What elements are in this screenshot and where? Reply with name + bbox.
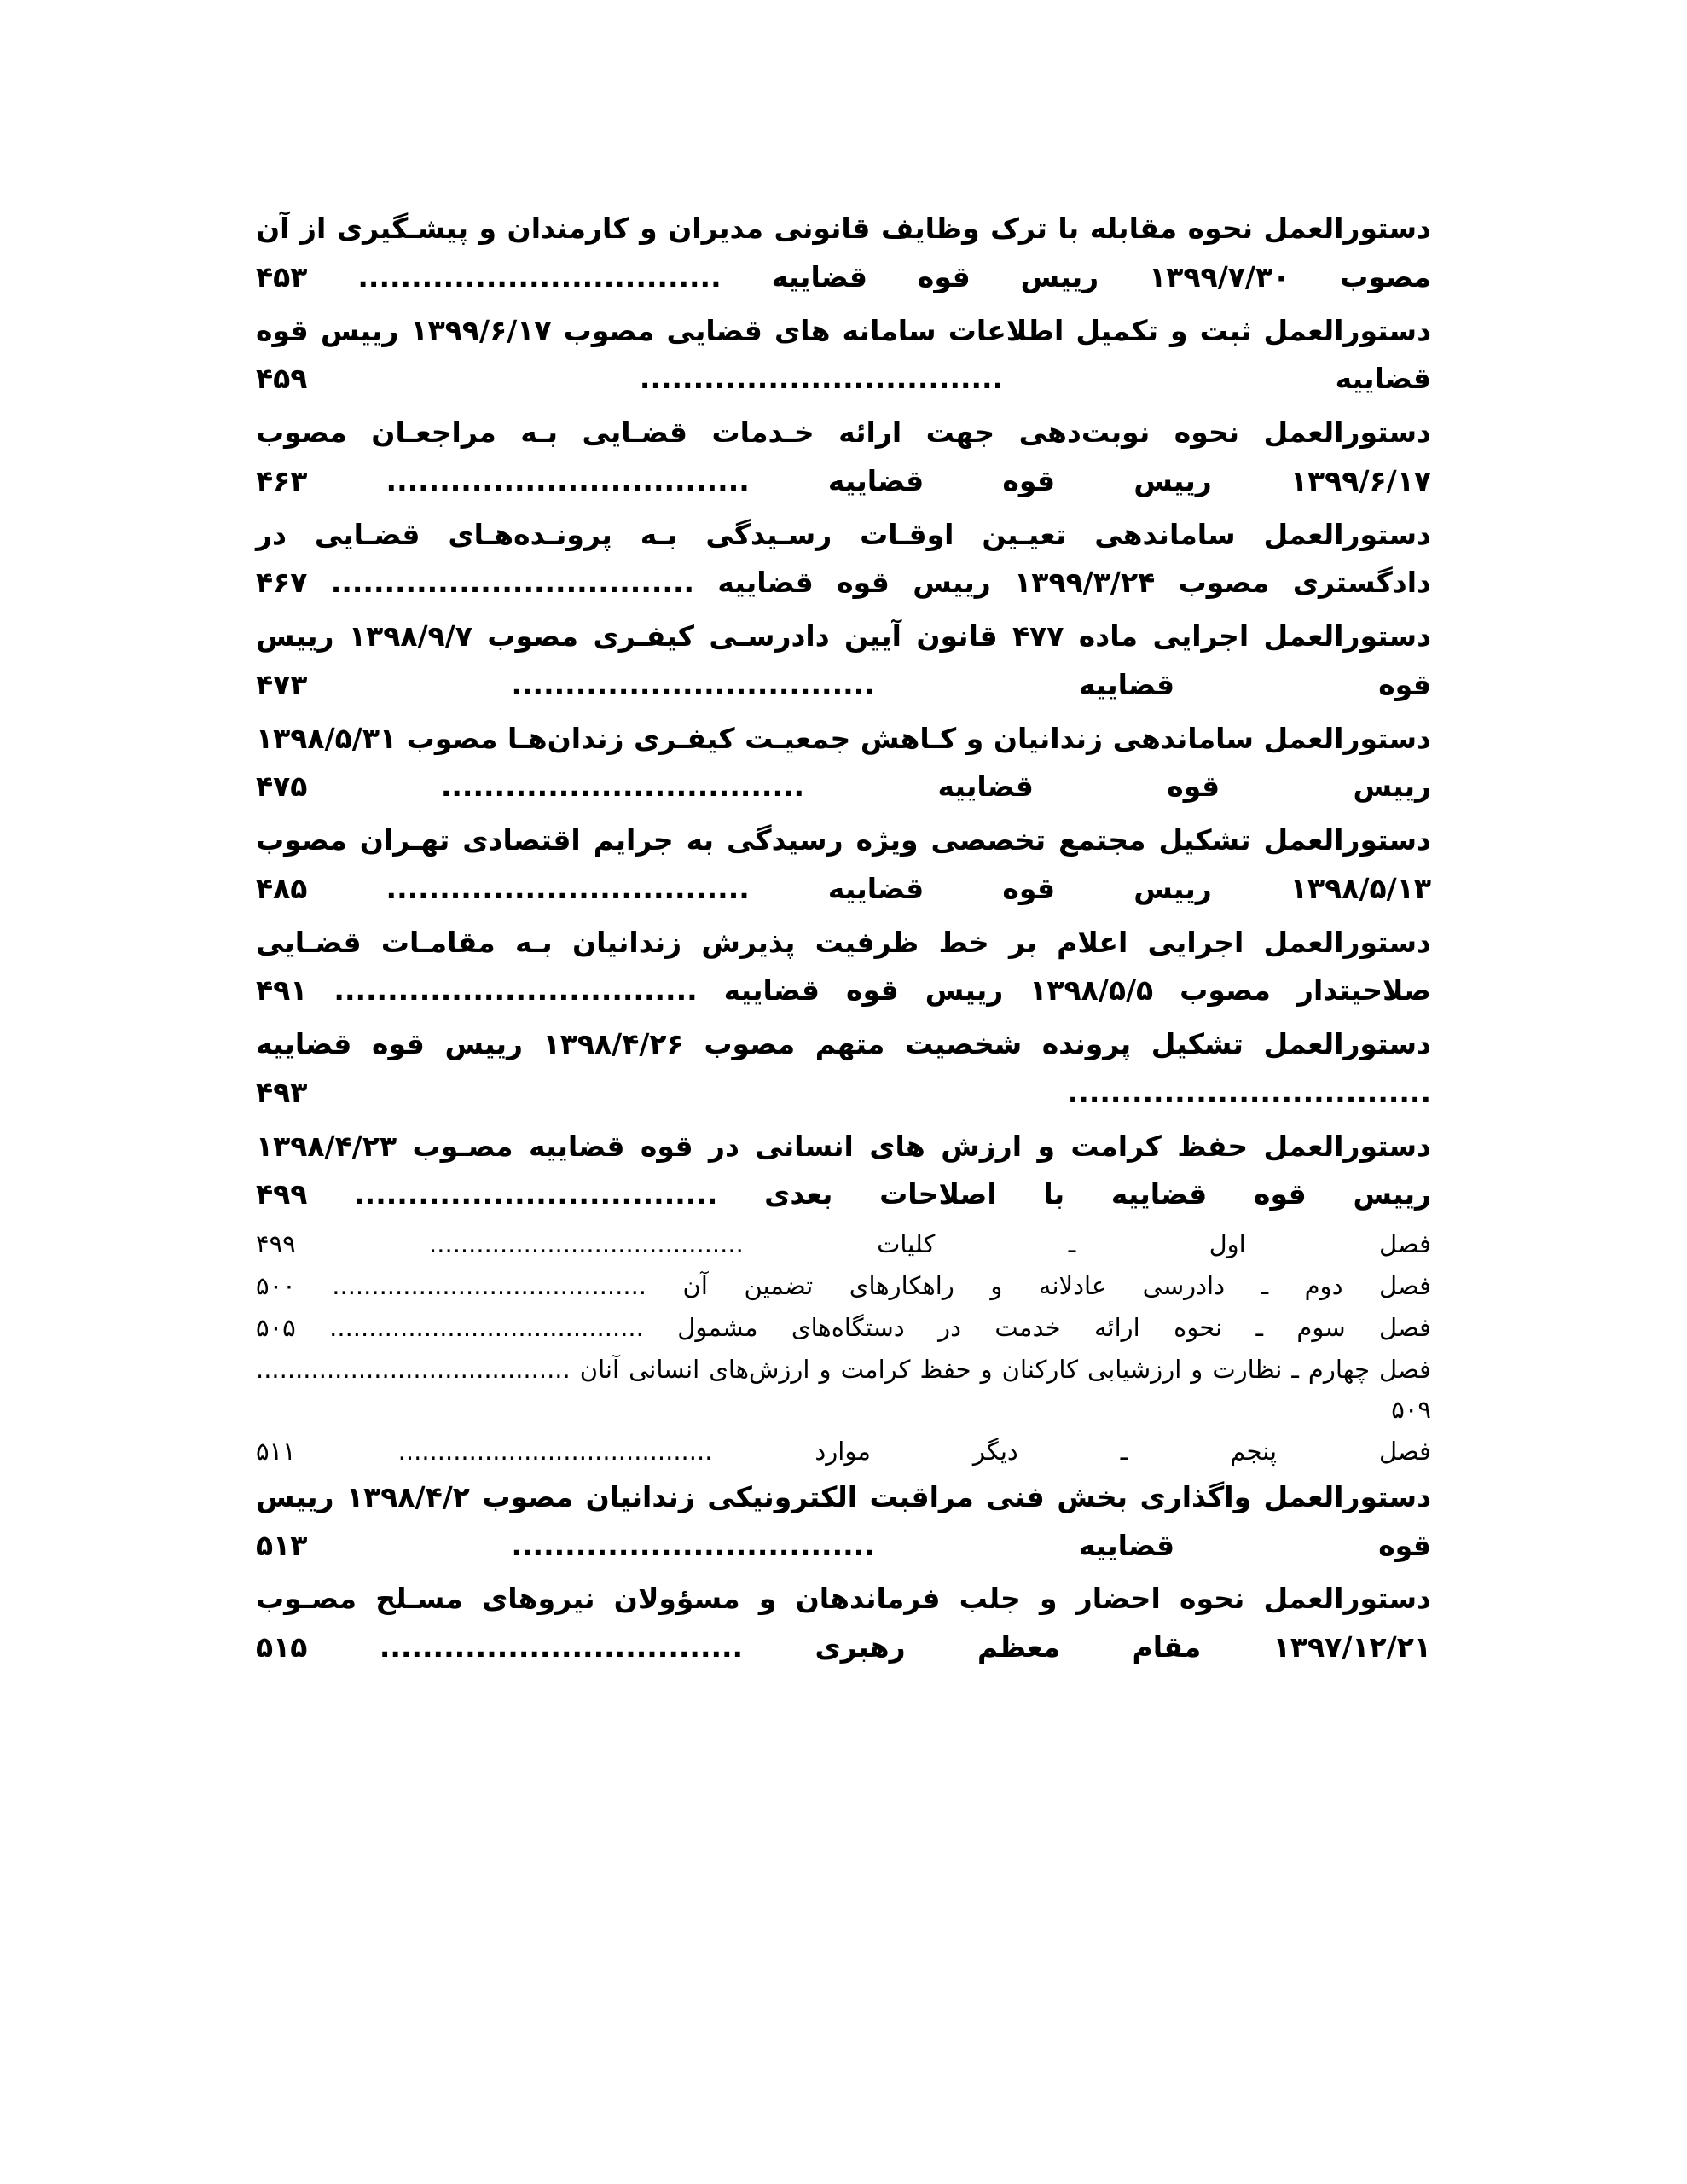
toc-page-number: ۴۹۹ <box>256 1177 308 1211</box>
toc-entry-title: دستورالعمل تشکیل پرونده شخصیت متهم مصوب ۱۳۹۸/۴/۲۶ ریيس قوه قضاييه <box>256 1027 1431 1060</box>
toc-entry-title: فصل پنجم ـ دیگر موارد <box>815 1436 1431 1466</box>
toc-leader-dots: .................................. <box>307 770 938 804</box>
toc-entry-title: دستورالعمل واگذاری بخش فنی مراقبت الکترونیکی زندانیان مصوب ۱۳۹۸/۴/۲ ریيس قوه قضاييه <box>256 1479 1432 1562</box>
toc-page-number: ۵۱۳ <box>256 1528 308 1562</box>
toc-leader-dots: ........................................ <box>295 1312 678 1342</box>
toc-leader-dots: .................................. <box>307 1528 1079 1562</box>
toc-entry-title: دستورالعمل حفظ کرامت و ارزش های انسانی در قوه قضاييه مصـوب ۱۳۹۸/۴/۲۳ ریيس قوه قضاييه با اصلاحات بعدی <box>256 1129 1431 1211</box>
toc-entry-title: فصل دوم ـ دادرسی عادلانه و راهکارهای تضمین آن <box>682 1270 1431 1300</box>
toc-sub-entry[interactable] <box>256 1350 1431 1430</box>
toc-entry-title: دستورالعمل تشکیل مجتمع تخصصی ویژه رسیدگی به جرایم اقتصادی تهـران مصوب ۱۳۹۸/۵/۱۳ ریيس قوه قضاييه <box>256 823 1431 905</box>
toc-entry[interactable] <box>256 1575 1431 1672</box>
toc-page-number: ۴۷۵ <box>256 770 308 804</box>
toc-leader-dots: ........................................ <box>256 1354 580 1384</box>
toc-entry[interactable] <box>256 919 1431 1016</box>
toc-page-number: ۵۱۱ <box>256 1436 296 1466</box>
toc-entry[interactable] <box>256 409 1431 506</box>
toc-sub-entry[interactable] <box>256 1266 1431 1306</box>
toc-leader-dots: .................................. <box>307 362 1336 396</box>
toc-sub-entry[interactable] <box>256 1224 1431 1264</box>
toc-leader-dots: .................................. <box>307 973 724 1008</box>
toc-entry[interactable] <box>256 816 1431 914</box>
toc-leader-dots: .................................. <box>307 1177 765 1211</box>
toc-page-number: ۴۶۳ <box>256 463 308 497</box>
toc-leader-dots: .................................. <box>307 259 772 293</box>
toc-leader-dots: .................................. <box>307 566 718 600</box>
toc-entry-title: دستورالعمل اجرایی ماده ۴۷۷ قانون آیین دادرسـی کیفـری مصوب ۱۳۹۸/۹/۷ ریيس قوه قضاييه <box>256 619 1432 701</box>
toc-entry-title: دستورالعمل ساماندهی زندانیان و کـاهش جمعیـت کیفـری زندان‌هـا مصوب ۱۳۹۸/۵/۳۱ ریيس قوه قضاييه <box>256 721 1431 804</box>
toc-leader-dots: .................................. <box>307 463 828 497</box>
toc-entry[interactable] <box>256 205 1431 302</box>
toc-entry-title: فصل اول ـ کلیات <box>877 1229 1431 1258</box>
toc-entry[interactable] <box>256 715 1431 812</box>
toc-page-number: ۵۱۵ <box>256 1630 308 1664</box>
toc-page-number: ۴۶۷ <box>256 566 308 600</box>
toc-entry[interactable] <box>256 1473 1431 1571</box>
toc-sub-entry[interactable] <box>256 1308 1431 1348</box>
toc-entry[interactable] <box>256 613 1431 710</box>
toc-page-number: ۴۸۵ <box>256 871 308 905</box>
toc-page-number: ۵۰۰ <box>256 1270 296 1300</box>
toc-entry-title: دستورالعمل نحوه مقابله با ترک وظایف قانونی مدیران و کارمندان و پیشـگیری از آن مصوب ۱۳۹۹/۷/۳۰ ریيس قوه قضاييه <box>256 212 1431 293</box>
toc-page-number: ۴۹۹ <box>256 1229 296 1258</box>
toc-entry-title: دستورالعمل نحوه احضار و جلب فرماندهان و مسؤولان نیروهای مسـلح مصـوب ۱۳۹۷/۱۲/۲۱ مقام معظم رهبری <box>256 1582 1431 1664</box>
toc-sub-entry[interactable] <box>256 1432 1431 1472</box>
toc-entry[interactable] <box>256 511 1431 608</box>
toc-entry-title: دستورالعمل ثبت و تکمیل اطلاعات سامانه های قضایی مصوب ۱۳۹۹/۶/۱۷ ریيس قوه قضاييه <box>256 313 1432 396</box>
toc-leader-dots: .................................. <box>307 667 1079 701</box>
toc-entry-title: فصل سوم ـ نحوه ارائه خدمت در دستگاه‌های مشمول <box>677 1312 1431 1342</box>
toc-entry-title: دستورالعمل نحوه نوبت‌دهی جهت ارائه خـدمات قضـایی بـه مراجعـان مصوب ۱۳۹۹/۶/۱۷ ریيس قوه قضاييه <box>256 415 1431 497</box>
toc-entry-title: دستورالعمل ساماندهی تعیـین اوقـات رسـیدگی بـه پرونـده‌هـای قضـایی در دادگستری مصوب ۱۳۹۹/۳/۲۴ ریيس قوه قضاييه <box>256 517 1431 600</box>
table-of-contents <box>256 205 1431 1672</box>
toc-page-number: ۴۹۳ <box>256 1075 308 1109</box>
toc-page-number: ۴۹۱ <box>256 973 308 1008</box>
toc-entry-title: دستورالعمل اجرایی اعلام بر خط ظرفیت پذیرش زندانیان بـه مقامـات قضـایی صلاحیتدار مصوب ۱۳۹۸/۵/۵ ریيس قوه قضاييه <box>256 925 1431 1008</box>
toc-entry[interactable] <box>256 307 1431 404</box>
toc-entry-title: فصل چهارم ـ نظارت و ارزشیابی کارکنان و حفظ کرامت و ارزش‌های انسانی آنان <box>579 1354 1432 1384</box>
toc-page-number: ۴۷۳ <box>256 667 308 701</box>
toc-page-number: ۵۰۹ <box>1391 1394 1431 1424</box>
toc-entry[interactable] <box>256 1123 1431 1220</box>
toc-leader-dots: ........................................ <box>295 1436 815 1466</box>
toc-page-number: ۴۵۳ <box>256 259 308 293</box>
toc-leader-dots: .................................. <box>307 1630 815 1664</box>
toc-entry[interactable] <box>256 1020 1431 1118</box>
toc-page-number: ۴۵۹ <box>256 362 308 396</box>
toc-page-number: ۵۰۵ <box>256 1312 296 1342</box>
toc-leader-dots: ........................................ <box>295 1229 878 1258</box>
toc-leader-dots: .................................. <box>307 1075 1431 1109</box>
toc-leader-dots: ........................................ <box>295 1270 683 1300</box>
toc-leader-dots: .................................. <box>307 871 828 905</box>
